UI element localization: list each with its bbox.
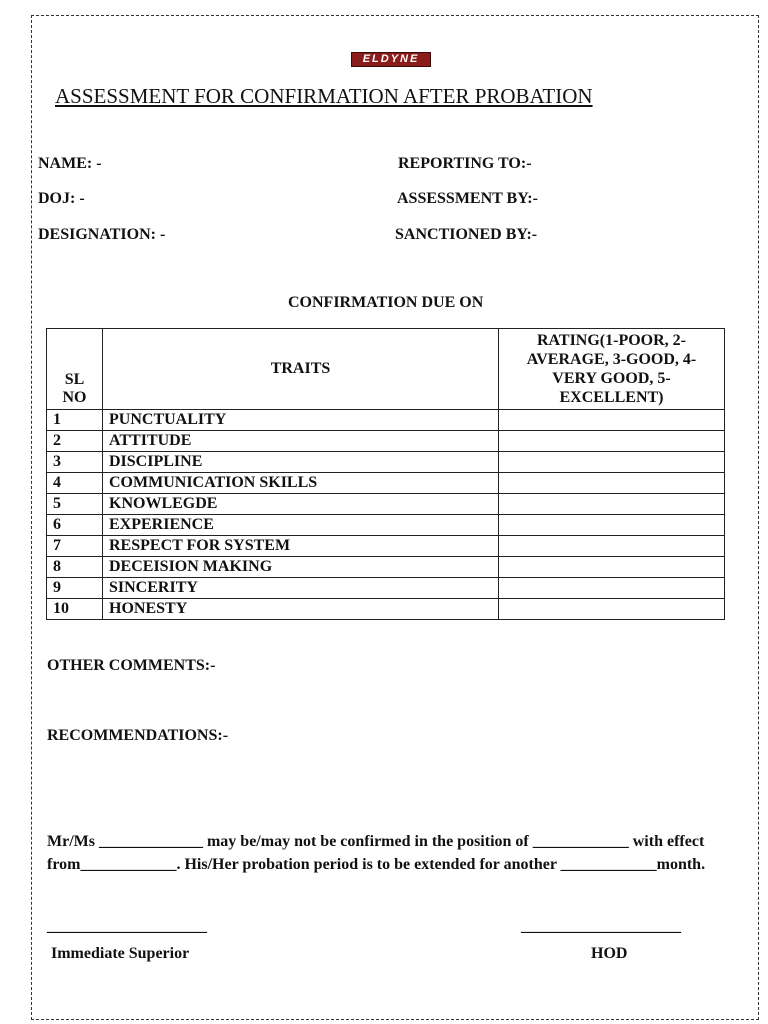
rating-cell[interactable] (499, 515, 725, 536)
trait-name: KNOWLEGDE (103, 494, 499, 515)
row-number: 5 (47, 494, 103, 515)
table-row (47, 536, 725, 557)
rating-cell[interactable] (499, 452, 725, 473)
row-number: 2 (47, 431, 103, 452)
doj-field: DOJ: - (38, 190, 85, 207)
table-row (47, 599, 725, 620)
table-row (47, 494, 725, 515)
rating-cell[interactable] (499, 431, 725, 452)
trait-name: ATTITUDE (103, 431, 499, 452)
table-row (47, 578, 725, 599)
rating-cell[interactable] (499, 557, 725, 578)
reporting-to-field: REPORTING TO:- (398, 155, 532, 172)
rating-cell[interactable] (499, 494, 725, 515)
page-title: ASSESSMENT FOR CONFIRMATION AFTER PROBATION (55, 84, 593, 108)
row-number: 3 (47, 452, 103, 473)
row-number: 8 (47, 557, 103, 578)
rating-cell[interactable] (499, 410, 725, 431)
name-field: NAME: - (38, 155, 102, 172)
sl-no-header (47, 329, 103, 410)
rating-cell[interactable] (499, 473, 725, 494)
rating-cell[interactable] (499, 578, 725, 599)
trait-name: SINCERITY (103, 578, 499, 599)
other-comments-label: OTHER COMMENTS:- (47, 657, 216, 674)
table-row (47, 557, 725, 578)
sl-header-line2: NO (62, 389, 87, 406)
row-number: 7 (47, 536, 103, 557)
traits-header: TRAITS (103, 329, 499, 410)
table-row (47, 473, 725, 494)
company-logo: ELDYNE (351, 52, 431, 67)
trait-name: HONESTY (103, 599, 499, 620)
trait-name: EXPERIENCE (103, 515, 499, 536)
trait-name: DECEISION MAKING (103, 557, 499, 578)
hod-label: HOD (591, 945, 628, 962)
row-number: 9 (47, 578, 103, 599)
table-row (47, 410, 725, 431)
row-number: 6 (47, 515, 103, 536)
table-row (47, 515, 725, 536)
row-number: 4 (47, 473, 103, 494)
hod-signature-line: ____________________ (521, 918, 681, 935)
table-row (47, 431, 725, 452)
row-number: 1 (47, 410, 103, 431)
trait-name: PUNCTUALITY (103, 410, 499, 431)
designation-field: DESIGNATION: - (38, 226, 166, 243)
recommendations-label: RECOMMENDATIONS:- (47, 727, 229, 744)
assessment-by-field: ASSESSMENT BY:- (397, 190, 538, 207)
immediate-superior-signature-line: ____________________ (47, 918, 207, 935)
table-row (47, 452, 725, 473)
row-number: 10 (47, 599, 103, 620)
rating-cell[interactable] (499, 599, 725, 620)
table-header-row (47, 329, 725, 410)
traits-table (46, 328, 725, 620)
immediate-superior-label: Immediate Superior (51, 945, 190, 962)
sl-header-line1: SL (64, 371, 85, 388)
trait-name: DISCIPLINE (103, 452, 499, 473)
rating-cell[interactable] (499, 536, 725, 557)
confirmation-statement: Mr/Ms _____________ may be/may not be confirmed in the position of ____________ with effect from____________. His/Her probation period is to be extended for another ____________month. (47, 833, 706, 873)
confirmation-due-label: CONFIRMATION DUE ON (288, 294, 484, 311)
trait-name: RESPECT FOR SYSTEM (103, 536, 499, 557)
rating-header: RATING(1-POOR, 2-AVERAGE, 3-GOOD, 4-VERY GOOD, 5-EXCELLENT) (499, 329, 725, 410)
sanctioned-by-field: SANCTIONED BY:- (395, 226, 538, 243)
trait-name: COMMUNICATION SKILLS (103, 473, 499, 494)
